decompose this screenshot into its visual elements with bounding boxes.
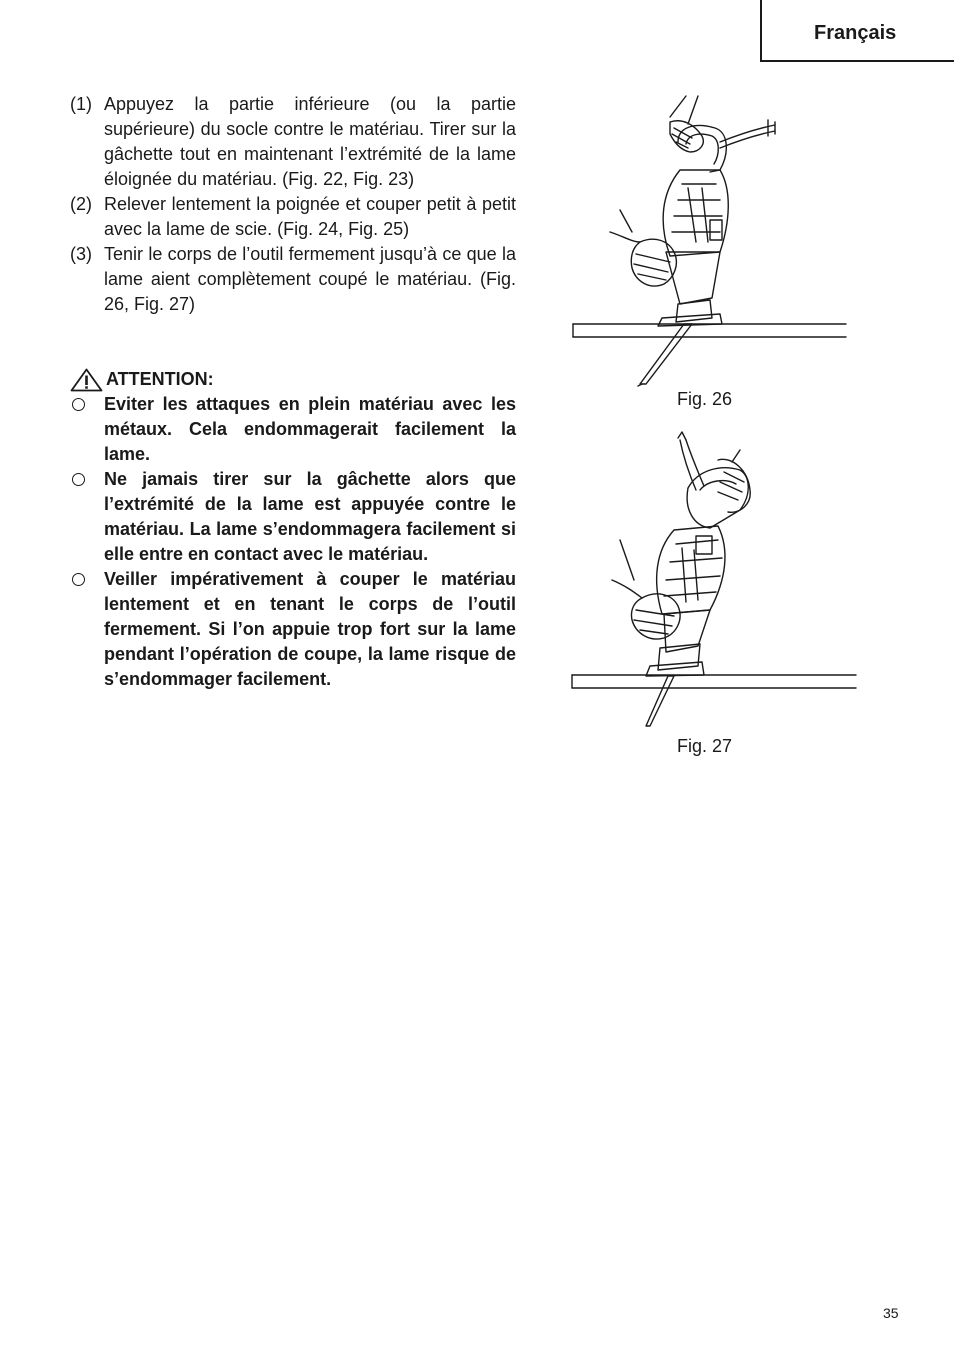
attention-text: Veiller impérativement à couper le matériau lentement et en tenant le corps de l’outil fermement. Si l’on appuie trop fort sur la lame pendant l’opération de coupe, la lame risque de s’endommager facilement. [104, 569, 516, 689]
step-number: (3) [70, 244, 92, 264]
language-tab [760, 0, 954, 62]
step-number: (2) [70, 194, 92, 214]
step-item [70, 242, 516, 317]
attention-block [70, 367, 516, 692]
bullet-circle-icon [70, 467, 104, 567]
bullet-circle-icon [70, 392, 104, 467]
procedure-steps [70, 92, 516, 317]
page-number: 35 [883, 1305, 899, 1321]
step-item [70, 192, 516, 242]
fig-27-illustration [570, 430, 858, 730]
step-text: Tenir le corps de l’outil fermement jusqu’à ce que la lame aient complètement coupé le matériau. (Fig. 26, Fig. 27) [104, 244, 516, 314]
step-text: Relever lentement la poignée et couper petit à petit avec la lame de scie. (Fig. 24, Fig. 25) [104, 194, 516, 239]
attention-header [70, 367, 516, 392]
step-text: Appuyez la partie inférieure (ou la partie supérieure) du socle contre le matériau. Tirer sur la gâchette tout en maintenant l’extrémité de la lame éloignée du matériau. (Fig. 22, Fig. 23) [104, 94, 516, 189]
fig-26-label: Fig. 26 [677, 389, 733, 409]
bullet-circle-icon [70, 567, 104, 692]
language-label: Français [814, 22, 897, 44]
attention-text: Eviter les attaques en plein matériau avec les métaux. Cela endommagerait facilement la lame. [104, 394, 516, 464]
attention-item [70, 467, 516, 567]
step-number: (1) [70, 94, 92, 114]
attention-text: Ne jamais tirer sur la gâchette alors que l’extrémité de la lame est appuyée contre le matériau. La lame s’endommagera facilement si elle entre en contact avec le matériau. [104, 469, 516, 564]
attention-item [70, 392, 516, 467]
step-item [70, 92, 516, 192]
fig-26-illustration [570, 92, 850, 388]
warning-triangle-icon [70, 368, 103, 392]
fig-27-label: Fig. 27 [677, 736, 733, 756]
attention-item [70, 567, 516, 692]
attention-heading: ATTENTION: [106, 369, 214, 389]
